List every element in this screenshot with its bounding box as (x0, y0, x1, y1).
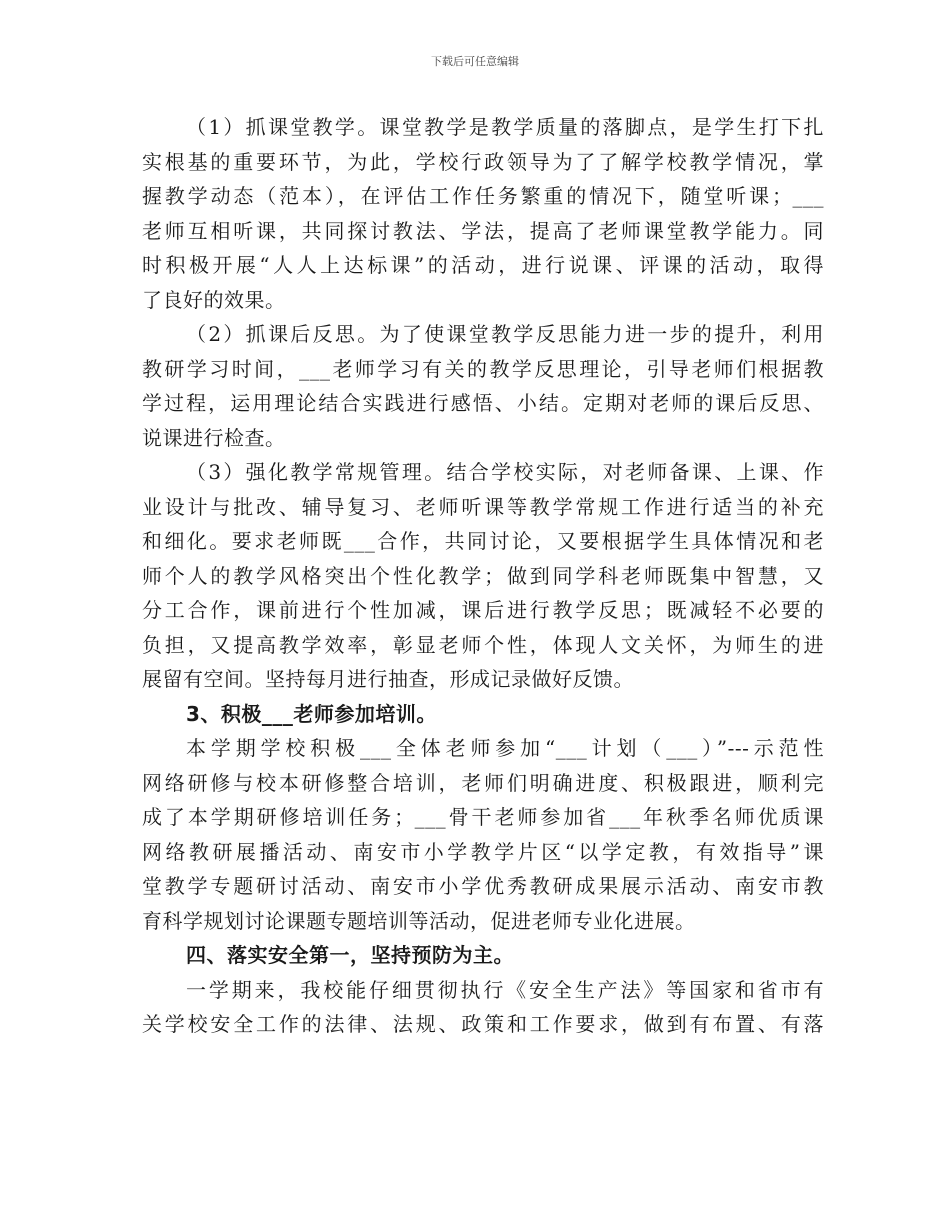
section-heading: 3、积极___老师参加培训。 (186, 701, 437, 726)
section-heading: 四、落实安全第一，坚持预防为主。 (186, 943, 514, 967)
text-line: 分工合作，课前进行个性加减，课后进行教学反思；既减轻不必要的 (142, 598, 824, 622)
text-line: 学过程，运用理论结合实践进行感悟、小结。定期对老师的课后反思、 (142, 391, 824, 415)
text-line: 握教学动态（范本），在评估工作任务繁重的情况下，随堂听课；___ (142, 184, 824, 208)
text-line: 和细化。要求老师既___合作，共同讨论，又要根据学生具体情况和老 (142, 529, 824, 553)
text-line: 育科学规划讨论课题专题培训等活动，促进老师专业化进展。 (142, 908, 696, 933)
text-line: 业设计与批改、辅导复习、老师听课等教学常规工作进行适当的补充 (142, 494, 824, 519)
text-line: 教研学习时间，___老师学习有关的教学反思理论，引导老师们根据教 (142, 356, 824, 381)
text-line: 说课进行检查。 (142, 425, 286, 450)
text-line: 关学校安全工作的法律、法规、政策和工作要求，做到有布置、有落 (142, 1012, 824, 1036)
text-line: 网络研修与校本研修整合培训，老师们明确进度、积极跟进，顺利完 (142, 770, 824, 795)
text-line: 师个人的教学风格突出个性化教学；做到同学科老师既集中智慧，又 (142, 563, 824, 588)
text-line: 堂教学专题研讨活动、南安市小学优秀教研成果展示活动、南安市教 (142, 874, 824, 898)
text-line: （3）强化教学常规管理。结合学校实际，对老师备课、上课、作 (186, 460, 824, 484)
text-line: （2）抓课后反思。为了使课堂教学反思能力进一步的提升，利用 (186, 322, 824, 346)
text-line: 本学期学校积极___全体老师参加“___计划（___）”---示范性 (186, 736, 824, 760)
text-line: 成了本学期研修培训任务；___骨干老师参加省___年秋季名师优质课 (142, 805, 824, 829)
text-line: 了良好的效果。 (142, 287, 286, 312)
page-header-note: 下载后可任意编辑 (431, 55, 519, 68)
text-line: 实根基的重要环节，为此，学校行政领导为了了解学校教学情况，掌 (142, 149, 824, 174)
text-line: 负担，又提高教学效率，彰显老师个性，体现人文关怀，为师生的进 (142, 632, 824, 657)
text-line: 时积极开展“人人上达标课”的活动，进行说课、评课的活动，取得 (142, 253, 824, 277)
text-line: 老师互相听课，共同探讨教法、学法，提高了老师课堂教学能力。同 (142, 218, 824, 243)
document-body (142, 110, 824, 1042)
text-line: 展留有空间。坚持每月进行抽查，形成记录做好反馈。 (142, 667, 634, 691)
text-line: （1）抓课堂教学。课堂教学是教学质量的落脚点，是学生打下扎 (186, 115, 824, 139)
text-line: 一学期来，我校能仔细贯彻执行《安全生产法》等国家和省市有 (186, 977, 824, 1002)
text-line: 网络教研展播活动、南安市小学教学片区“以学定教，有效指导”课 (142, 839, 824, 864)
